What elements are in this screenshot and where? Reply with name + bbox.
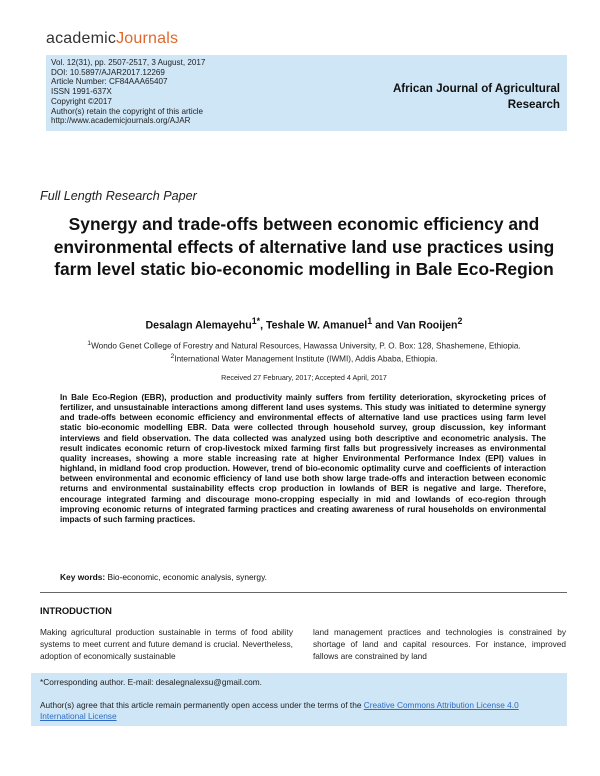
meta-doi: DOI: 10.5897/AJAR2017.12269: [51, 67, 165, 77]
abstract: In Bale Eco-Region (EBR), production and productivity mainly suffers from fertility deterioration, skyrocketing prices of fertilizer, and unsustainable interactions among different land uses systems. This study was initiated to determine synergy and trade-offs between economic efficiency and environmental effects of alternative land use practices using farm level static bio-economic modelling EBR. Data were collected through household survey, group discussion, key informant interviews and field observation. The data collected was analyzed using both descriptive and econometric analysis. The result indicates economic return of crop-livestock mixed farming first falls but progressively increases as environmental quality increases, showing a more stable increasing rate at higher Environmental Performance Index (EPI) values in highland, in midland food crop production. However, trend of bio-economic optimality curve and coefficients of interaction between environmental and economic efficiency of land use both show large trade-offs and interaction between economic returns and environmental sustainability effects crop production in lowlands of BER is negative and large. Therefore, encourage integrated farming and discourage mono-cropping especially in mid and lowlands of eco-region through improving economic returns of integrated farming practices and creating awareness of rural households on environmental impacts of such farming practices.: [60, 393, 546, 524]
journal-name-line2: Research: [507, 98, 560, 111]
corresponding-author: *Corresponding author. E-mail: desalegnalexsu@gmail.com.: [40, 677, 262, 687]
paper-type: Full Length Research Paper: [40, 189, 197, 203]
meta-volume: Vol. 12(31), pp. 2507-2517, 3 August, 2017: [51, 58, 206, 67]
meta-url[interactable]: http://www.academicjournals.org/AJAR: [51, 116, 191, 126]
keywords: [60, 572, 546, 582]
license-notice: [40, 700, 565, 722]
meta-copyright: Copyright ©2017: [51, 96, 112, 106]
journal-logo: [46, 30, 178, 48]
license-link[interactable]: Creative Commons Attribution License 4.0 International License: [40, 700, 519, 721]
author-separator: ,: [260, 319, 266, 332]
affiliation-text: Wondo Genet College of Forestry and Natural Resources, Hawassa University, P. O. Box: 128, Shashemene, Ethiopia.: [91, 341, 521, 351]
author-name: Van Rooijen: [396, 319, 458, 332]
author-affiliation-mark: 1: [367, 316, 373, 326]
author-separator: and: [372, 319, 397, 332]
author-name: Teshale W. Amanuel: [265, 319, 368, 332]
affiliations: [40, 339, 568, 365]
affiliation-text: International Water Management Institute (IWMI), Addis Ababa, Ethiopia.: [174, 354, 438, 364]
author-affiliation-mark: 1*: [251, 316, 261, 326]
keywords-text: Bio-economic, economic analysis, synergy.: [107, 572, 267, 582]
keywords-label: Key words:: [60, 572, 106, 582]
introduction-heading: INTRODUCTION: [40, 605, 112, 616]
introduction-left-column: Making agricultural production sustainable in terms of food ability systems to meet current and future demand is crucial. Nevertheless, adoption of economically sustainable: [40, 627, 293, 661]
received-dates: Received 27 February, 2017; Accepted 4 April, 2017: [221, 373, 387, 382]
introduction-right-column: land management practices and technologies is constrained by shortage of land and capital resources. For instance, improved fallows are constrained by land: [313, 627, 566, 661]
journal-name: [350, 81, 560, 113]
section-divider: [40, 592, 567, 593]
affiliation-mark: 1: [87, 340, 92, 347]
paper-title: Synergy and trade-offs between economic efficiency and environmental effects of alternative land use practices using farm level static bio-economic modelling in Bale Eco-Region: [53, 214, 555, 279]
meta-rights: Author(s) retain the copyright of this article: [51, 106, 204, 116]
author-affiliation-mark: 2: [457, 316, 463, 326]
affiliation-2: [40, 352, 568, 365]
journal-name-line1: African Journal of Agricultural: [392, 82, 560, 95]
logo-part-journals: Journals: [116, 30, 179, 47]
author-name: Desalagn Alemayehu: [145, 319, 252, 332]
article-metadata: [51, 58, 205, 126]
logo-part-academic: academic: [46, 30, 117, 47]
meta-issn: ISSN 1991-637X: [51, 87, 112, 97]
affiliation-1: [40, 339, 568, 352]
affiliation-mark: 2: [170, 353, 175, 361]
author-list: [40, 316, 568, 332]
meta-article-number: Article Number: CF84AAA65407: [51, 77, 168, 87]
license-text: Author(s) agree that this article remain permanently open access under the terms of the: [40, 700, 362, 710]
